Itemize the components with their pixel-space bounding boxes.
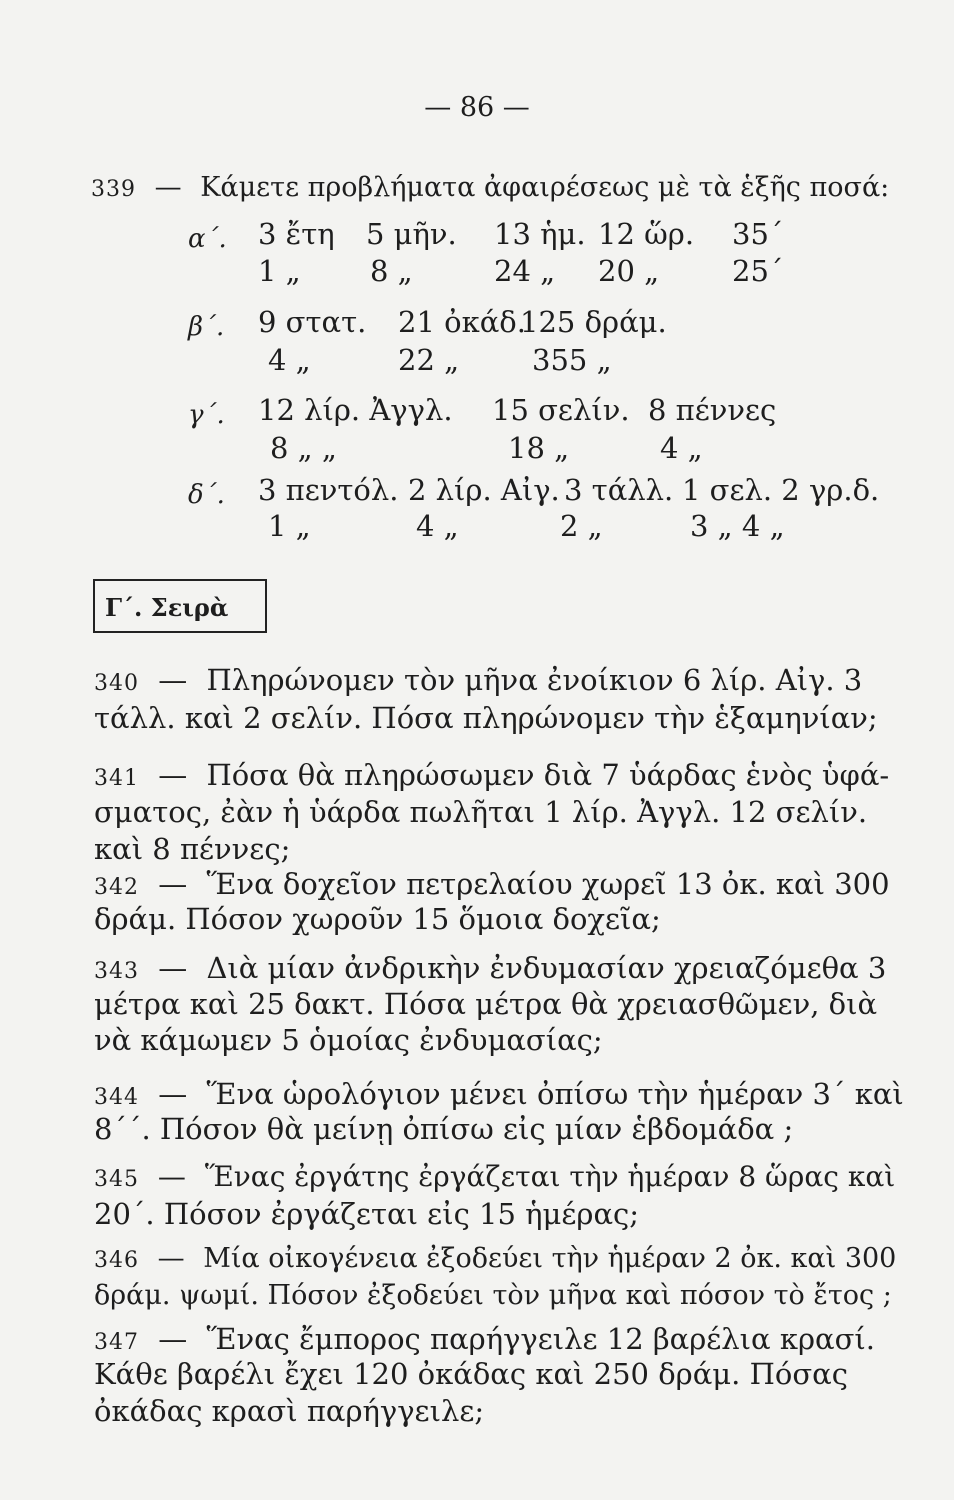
cell-months: 8 „ (370, 254, 413, 288)
problem-344 (94, 1077, 906, 1111)
problem-number: 341 (94, 766, 139, 791)
cell-pentol: 1 „ (268, 509, 311, 543)
cell-stat: 4 „ (268, 343, 311, 377)
cell-hours: 12 ὥρ. (598, 217, 695, 251)
page-number: — 86 — (424, 92, 530, 123)
problem-347-line: ὀκάδας κρασὶ παρήγγειλε; (94, 1394, 485, 1428)
problem-343-line: μέτρα καὶ 25 δακτ. Πόσα μέτρα θὰ χρειασθῶμεν, διὰ (94, 987, 878, 1021)
problem-345-line: 20΄. Πόσον ἐργάζεται εἰς 15 ἡμέρας; (94, 1197, 640, 1231)
problem-line: Ἕνας ἐργάτης ἐργάζεται τὴν ἡμέραν 8 ὥρας καὶ (204, 1160, 896, 1193)
cell-years: 1 „ (258, 254, 301, 288)
cell-months: 5 μῆν. (366, 217, 457, 251)
cell-pence: 4 „ (660, 431, 703, 465)
problem-text: Κάμετε προβλήματα ἀφαιρέσεως μὲ τὰ ἑξῆς ποσά: (200, 172, 890, 203)
cell-years: 3 ἔτη (258, 217, 335, 251)
dash: — (158, 1322, 188, 1356)
problem-341-line: σματος, ἐὰν ἡ ὑάρδα πωλῆται 1 λίρ. Ἀγγλ. 12 σελίν. (94, 795, 868, 829)
problem-346 (94, 1245, 906, 1272)
cell-minutes: 35΄ (732, 217, 784, 251)
row-label-beta: β΄. (188, 312, 225, 342)
problem-number: 339 (91, 177, 136, 202)
problem-number: 347 (94, 1330, 139, 1355)
cell-shillings: 18 „ (508, 431, 570, 465)
dash: — (157, 1160, 186, 1193)
problem-340-line: τάλλ. καὶ 2 σελίν. Πόσα πληρώνομεν τὴν ἑξαμηνίαν; (94, 701, 878, 735)
problem-340 (94, 663, 906, 697)
problem-343-line: νὰ κάμωμεν 5 ὁμοίας ἐνδυμασίας; (94, 1023, 603, 1057)
problem-line: Πόσα θὰ πληρώσωμεν διὰ 7 ὑάρδας ἑνὸς ὑφά- (206, 758, 890, 792)
problem-341-line: καὶ 8 πέννες; (94, 832, 291, 866)
cell-shillings-groshia: 1 σελ. 2 γρ.δ. (682, 473, 880, 507)
problem-339-heading (91, 174, 889, 201)
cell-minutes: 25΄ (732, 254, 784, 288)
row-label-gamma: γ΄. (188, 400, 225, 430)
problem-343 (94, 951, 906, 985)
cell-pounds: 12 λίρ. Ἀγγλ. (258, 393, 453, 427)
problem-line: Ἕνα δοχεῖον πετρελαίου χωρεῖ 13 ὀκ. καὶ 300 (206, 867, 890, 901)
problem-line: Ἕνα ὡρολόγιον μένει ὀπίσω τὴν ἡμέραν 3΄ καὶ (206, 1077, 904, 1111)
problem-342-line: δράμ. Πόσον χωροῦν 15 ὅμοια δοχεῖα; (94, 902, 661, 936)
dash: — (158, 867, 188, 901)
problem-number: 346 (94, 1248, 139, 1273)
problem-344-line: 8΄΄. Πόσον θὰ μείνῃ ὀπίσω εἰς μίαν ἑβδομάδα ; (94, 1112, 794, 1146)
problem-345 (94, 1160, 906, 1193)
problem-347 (94, 1322, 906, 1356)
cell-days: 13 ἡμ. (494, 217, 586, 251)
cell-days: 24 „ (494, 254, 556, 288)
series-box (93, 579, 267, 633)
cell-oka: 21 ὀκάδ. (398, 305, 526, 339)
problem-line: Μία οἰκογένεια ἐξοδεύει τὴν ἡμέραν 2 ὀκ. καὶ 300 (203, 1243, 897, 1274)
problem-346-line: δράμ. ψωμί. Πόσον ἐξοδεύει τὸν μῆνα καὶ πόσον τὸ ἔτος ; (94, 1280, 892, 1311)
cell-tallara: 3 τάλλ. (564, 473, 674, 507)
problem-line: Ἕνας ἔμπορος παρήγγειλε 12 βαρέλια κρασί. (206, 1322, 875, 1356)
problem-342 (94, 867, 906, 901)
problem-number: 344 (94, 1085, 139, 1110)
row-label-alpha: α΄. (188, 224, 227, 254)
cell-pence: 8 πέννες (648, 393, 777, 427)
problem-number: 342 (94, 875, 139, 900)
problem-341 (94, 758, 906, 792)
cell-hours: 20 „ (598, 254, 660, 288)
cell-oka: 22 „ (398, 343, 460, 377)
cell-egypt-pounds: 2 λίρ. Αἰγ. (408, 473, 560, 507)
series-label: Γ΄. Σειρὰ (105, 593, 229, 622)
cell-shillings-groshia: 3 „ 4 „ (690, 509, 785, 543)
dash: — (158, 663, 188, 697)
problem-number: 340 (94, 671, 139, 696)
problem-line: Διὰ μίαν ἀνδρικὴν ἐνδυμασίαν χρειαζόμεθα 3 (206, 951, 887, 985)
row-label-delta: δ΄. (188, 480, 225, 510)
dash: — (158, 1077, 188, 1111)
cell-shillings: 15 σελίν. (492, 393, 630, 427)
problem-number: 345 (94, 1167, 139, 1192)
dash: — (157, 1243, 185, 1274)
cell-pentol: 3 πεντόλ. (258, 473, 399, 507)
problem-line: Πληρώνομεν τὸν μῆνα ἐνοίκιον 6 λίρ. Αἰγ. 3 (206, 663, 863, 697)
problem-number: 343 (94, 959, 139, 984)
cell-pounds: 8 „ „ (270, 431, 337, 465)
cell-dram: 125 δράμ. (520, 305, 667, 339)
cell-egypt-pounds: 4 „ (416, 509, 459, 543)
dash: — (158, 951, 188, 985)
cell-stat: 9 στατ. (258, 305, 367, 339)
dash: — (158, 758, 188, 792)
dash: — (154, 172, 182, 203)
cell-dram: 355 „ (532, 343, 612, 377)
cell-tallara: 2 „ (560, 509, 603, 543)
problem-347-line: Κάθε βαρέλι ἔχει 120 ὀκάδας καὶ 250 δράμ. Πόσας (94, 1357, 848, 1391)
